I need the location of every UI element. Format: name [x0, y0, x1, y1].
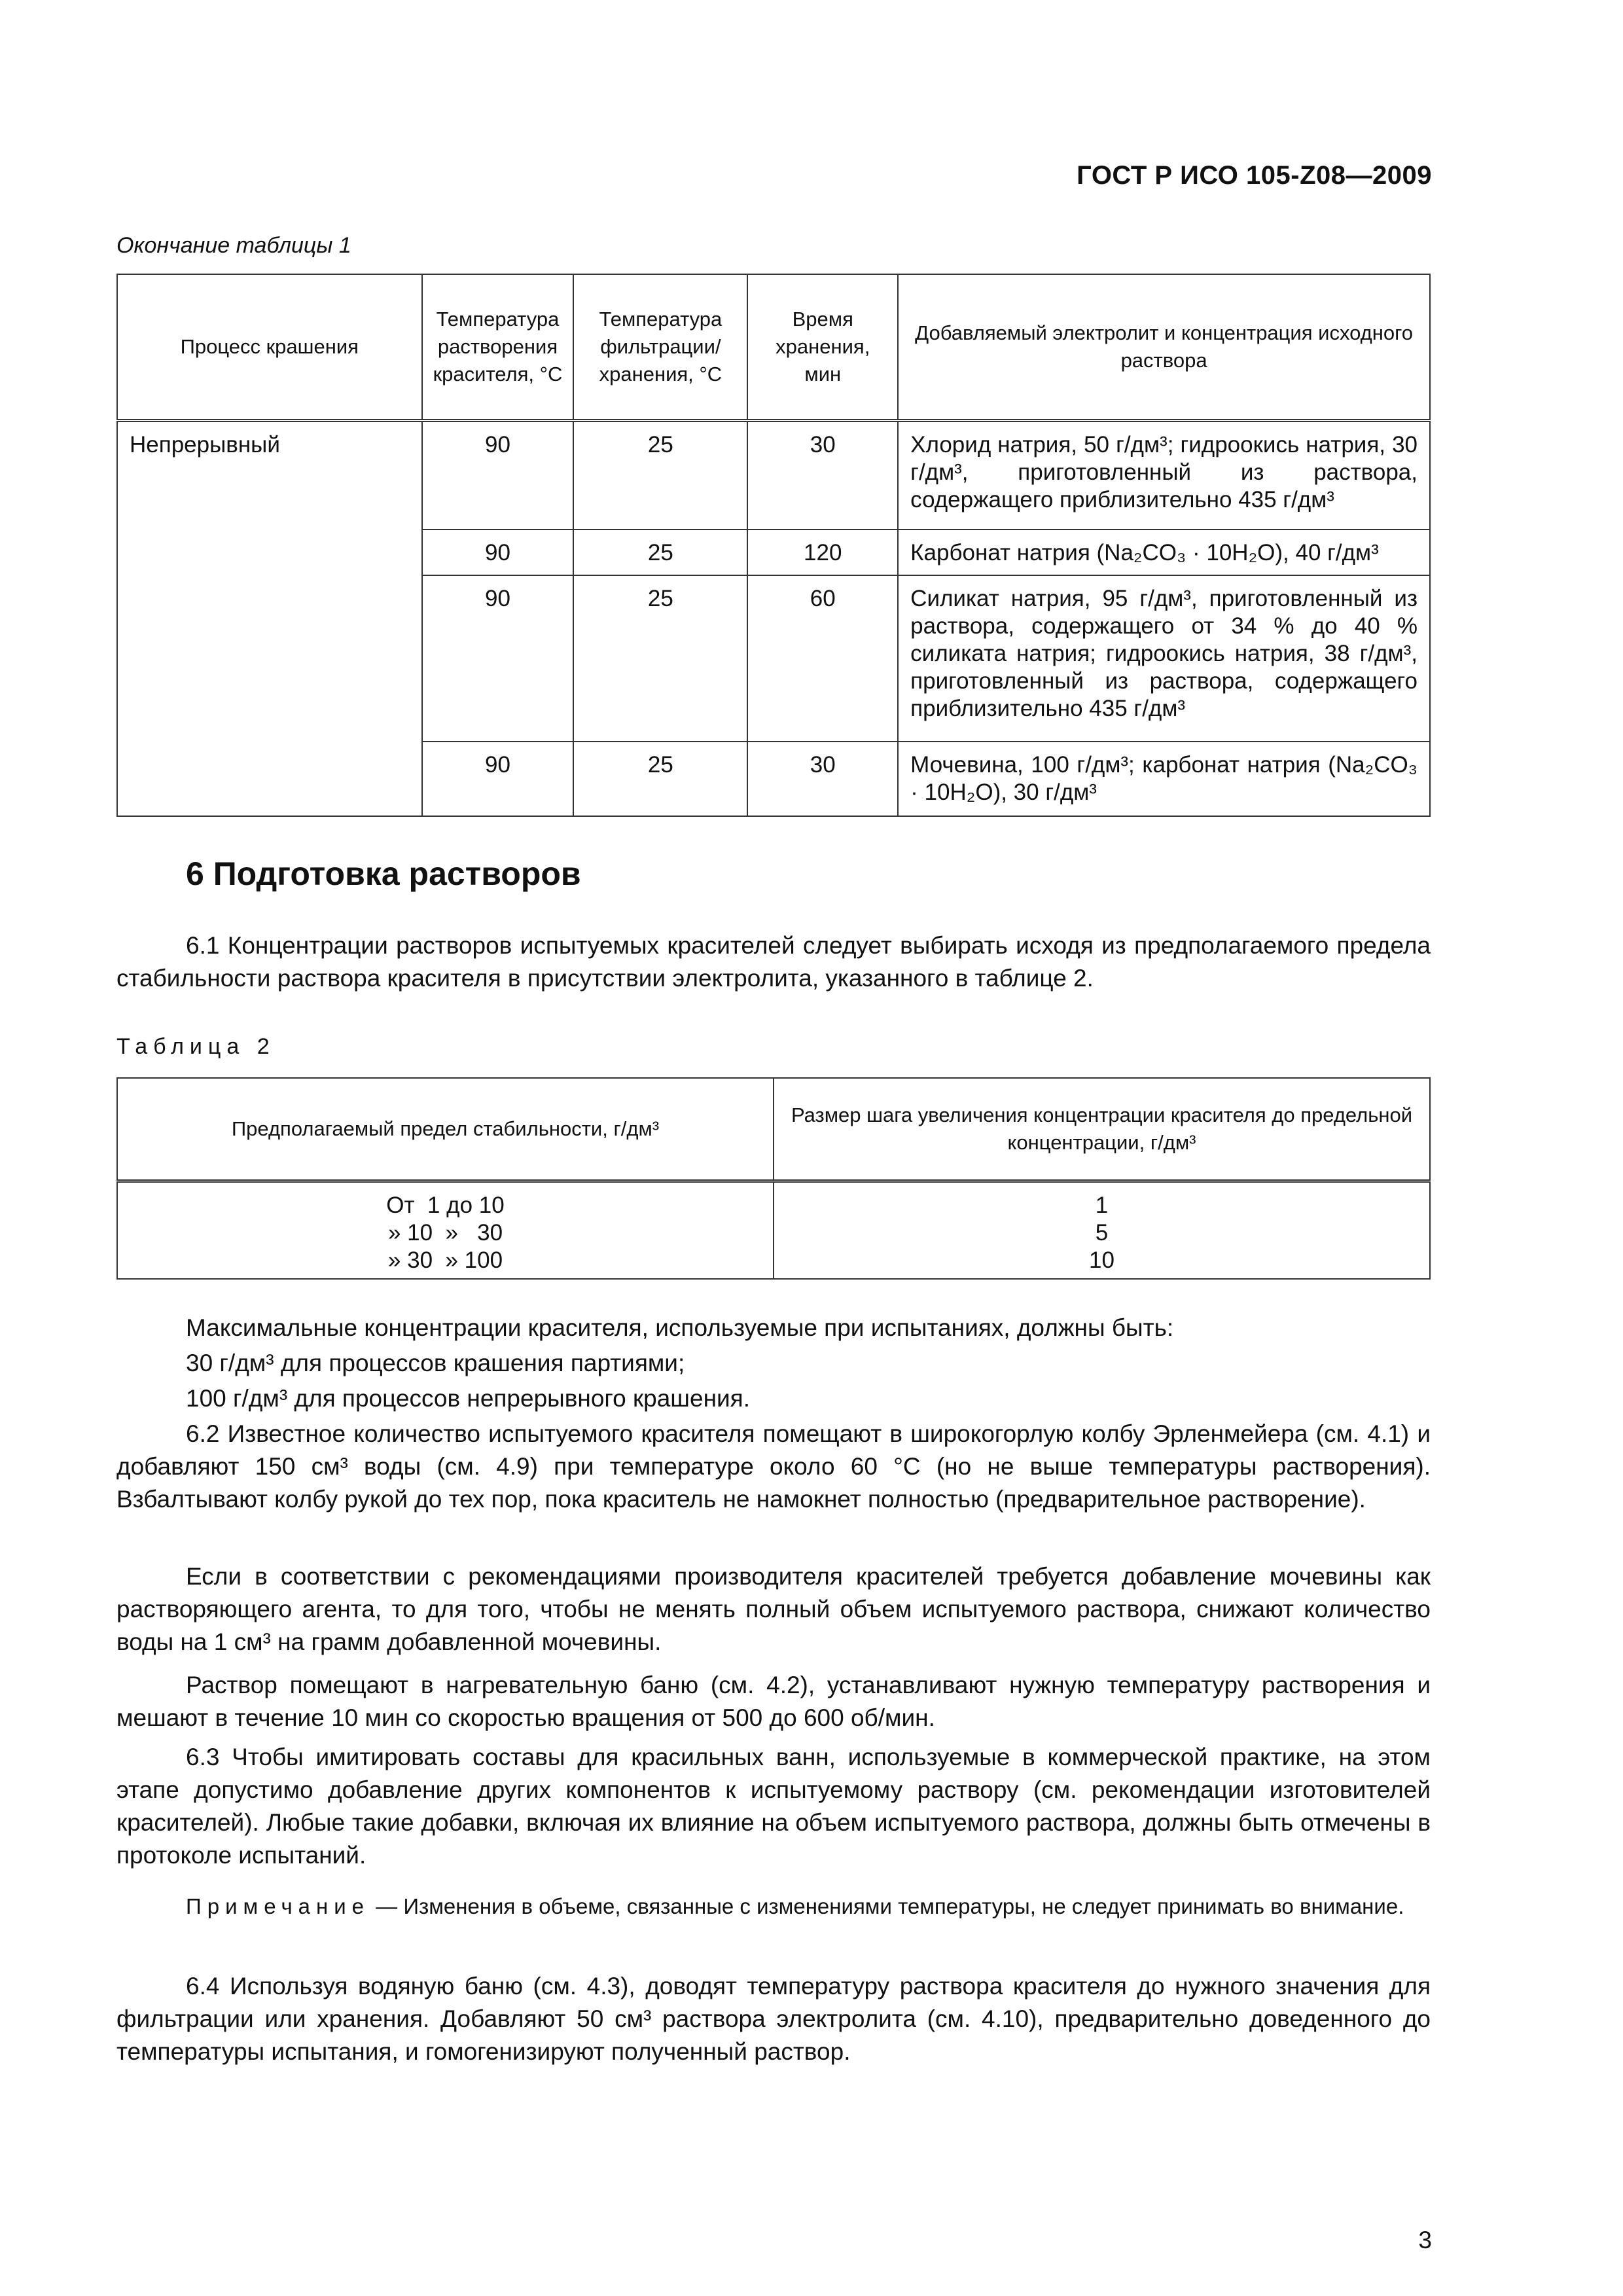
table2-header-step: Размер шага увеличения концентрации красителя до предельной концентрации, г/дм³	[774, 1078, 1430, 1181]
table1-cell-filter-temp: 25	[573, 421, 747, 529]
paragraph-6-2-text: 6.2 Известное количество испытуемого красителя помещают в широкогорлую колбу Эрленмейера (см. 4.1) и добавляют 150 см³ воды (см. 4.9) при температуре около 60 °С (но не выше температуры растворения). Взбалтывают колбу рукой до тех пор, пока краситель не намокнет полностью (предварительное растворение).	[116, 1420, 1431, 1513]
table1-header-filter-temp: Температура фильтрации/ хранения, °С	[573, 274, 747, 421]
paragraph-6-4	[116, 1970, 1431, 2068]
table1-header-process: Процесс крашения	[117, 274, 422, 421]
page-number: 3	[1418, 2227, 1432, 2253]
table-row	[117, 421, 1430, 529]
table2-caption: Таблица 2	[116, 1034, 276, 1059]
table2-range: От 1 до 10	[386, 1193, 505, 1218]
max-concentrations-intro-text: Максимальные концентрации красителя, используемые при испытаниях, должны быть:	[186, 1314, 1174, 1341]
paragraph-bath-text: Раствор помещают в нагревательную баню (см. 4.2), устанавливают нужную температуру растворения и мешают в течение 10 мин со скоростью вращения от 500 до 600 об/мин.	[116, 1672, 1431, 1731]
note-label: Примечание	[186, 1894, 370, 1918]
max-continuous	[116, 1382, 1431, 1415]
table1-header-electrolyte: Добавляемый электролит и концентрация исходного раствора	[898, 274, 1430, 421]
table1-cell-dissolve-temp: 90	[422, 421, 574, 529]
table1-cell-filter-temp: 25	[573, 575, 747, 742]
table2-ranges-cell	[117, 1181, 774, 1280]
table2	[116, 1077, 1431, 1280]
table1	[116, 274, 1431, 817]
paragraph-6-3	[116, 1741, 1431, 1872]
document-code: ГОСТ Р ИСО 105-Z08—2009	[1077, 161, 1432, 190]
table1-cell-storage-time: 30	[747, 421, 898, 529]
paragraph-urea	[116, 1560, 1431, 1659]
paragraph-6-3-text: 6.3 Чтобы имитировать составы для красильных ванн, используемые в коммерческой практике, на этом этапе допустимо добавление других компонентов к испытуемому раствору (см. рекомендации изготовителей красителей). Любые такие добавки, включая их влияние на объем испытуемого раствора, должны быть отмечены в протоколе испытаний.	[116, 1744, 1431, 1869]
table1-cell-dissolve-temp: 90	[422, 575, 574, 742]
table2-range: » 10 » 30	[387, 1220, 503, 1246]
table2-steps-cell	[774, 1181, 1430, 1280]
table-row	[117, 1181, 1430, 1280]
table2-range: » 30 » 100	[387, 1247, 503, 1273]
note	[116, 1892, 1431, 1922]
max-batch	[116, 1347, 1431, 1380]
table1-cell-filter-temp: 25	[573, 742, 747, 816]
table1-header-row	[117, 274, 1430, 421]
table1-cell-electrolyte: Мочевина, 100 г/дм³; карбонат натрия (Na₂CO₃ · 10H₂O), 30 г/дм³	[898, 742, 1430, 816]
paragraph-6-2	[116, 1418, 1431, 1516]
table2-step: 1	[1095, 1193, 1109, 1218]
table2-header-stability: Предполагаемый предел стабильности, г/дм³	[117, 1078, 774, 1181]
max-concentrations-intro	[116, 1312, 1431, 1344]
paragraph-6-4-text: 6.4 Используя водяную баню (см. 4.3), доводят температуру раствора красителя до нужного значения для фильтрации или хранения. Добавляют 50 см³ раствора электролита (см. 4.10), предварительно доведенного до температуры испытания, и гомогенизируют полученный раствор.	[116, 1973, 1431, 2065]
table1-cell-electrolyte: Карбонат натрия (Na₂CO₃ · 10H₂O), 40 г/дм³	[898, 529, 1430, 575]
table1-header-dissolve-temp: Температура растворения красителя, °С	[422, 274, 574, 421]
table1-cell-electrolyte: Хлорид натрия, 50 г/дм³; гидроокись натрия, 30 г/дм³, приготовленный из раствора, содержащего приблизительно 435 г/дм³	[898, 421, 1430, 529]
table2-header-row	[117, 1078, 1430, 1181]
table1-cell-storage-time: 30	[747, 742, 898, 816]
table1-cell-dissolve-temp: 90	[422, 529, 574, 575]
table2-step: 5	[1095, 1220, 1109, 1246]
table1-cell-dissolve-temp: 90	[422, 742, 574, 816]
paragraph-bath	[116, 1669, 1431, 1734]
section-title: 6 Подготовка растворов	[186, 855, 581, 892]
max-batch-text: 30 г/дм³ для процессов крашения партиями;	[186, 1350, 685, 1376]
table1-header-storage-time: Время хранения, мин	[747, 274, 898, 421]
table1-cell-filter-temp: 25	[573, 529, 747, 575]
max-continuous-text: 100 г/дм³ для процессов непрерывного крашения.	[186, 1385, 750, 1412]
note-text: — Изменения в объеме, связанные с изменениями температуры, не следует принимать во внимание.	[370, 1894, 1404, 1918]
paragraph-6-1-text: 6.1 Концентрации растворов испытуемых красителей следует выбирать исходя из предполагаемого предела стабильности раствора красителя в присутствии электролита, указанного в таблице 2.	[116, 932, 1431, 992]
table1-cell-storage-time: 120	[747, 529, 898, 575]
table1-process-cell: Непрерывный	[117, 421, 422, 816]
table2-step: 10	[1089, 1247, 1115, 1273]
table1-cell-storage-time: 60	[747, 575, 898, 742]
table1-caption: Окончание таблицы 1	[116, 233, 351, 258]
paragraph-urea-text: Если в соответствии с рекомендациями производителя красителей требуется добавление мочевины как растворяющего агента, то для того, чтобы не менять полный объем испытуемого раствора, снижают количество воды на 1 см³ на грамм добавленной мочевины.	[116, 1563, 1431, 1655]
table1-cell-electrolyte: Силикат натрия, 95 г/дм³, приготовленный из раствора, содержащего от 34 % до 40 % силиката натрия; гидроокись натрия, 38 г/дм³, приготовленный из раствора, содержащего приблизительно 435 г/дм³	[898, 575, 1430, 742]
paragraph-6-1	[116, 929, 1431, 995]
